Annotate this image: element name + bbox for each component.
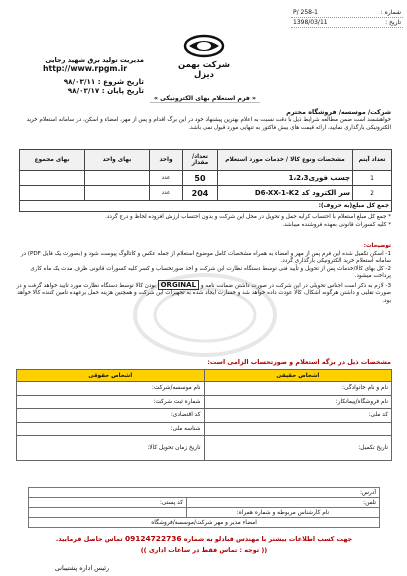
- header-unit: واحد: [150, 150, 183, 171]
- notes-section: [15, 243, 391, 305]
- header-legal-persons: اشخاص حقوقی: [17, 370, 205, 382]
- cell-quantity: 204: [183, 186, 218, 201]
- bullet-notes: [15, 214, 391, 229]
- cell-row-no: 2: [353, 186, 392, 201]
- contact-note: (( توجه : تماس فقط در ساعات اداری )): [140, 546, 268, 554]
- field-registration-number[interactable]: شماره ثبت شرکت:: [17, 395, 205, 409]
- table-row: [17, 422, 392, 436]
- field-empty: [29, 508, 187, 518]
- header-row-no: تعداد آیتم: [353, 150, 392, 171]
- notes-title: توضیحات:: [363, 243, 391, 249]
- note-3: [15, 281, 391, 306]
- contact-suffix: تماس حاصل فرمایید.: [55, 535, 123, 543]
- table-total-row: [20, 201, 392, 212]
- field-full-name[interactable]: نام و نام خانوادگی:: [204, 382, 392, 396]
- cell-description: چسب فوری1،2،3: [218, 171, 353, 186]
- cell-total-price-input[interactable]: [20, 171, 85, 186]
- table-row: [17, 436, 392, 461]
- field-empty: [204, 422, 392, 436]
- original-badge: ORGINAL: [158, 280, 199, 290]
- contact-prefix: جهت کسب اطلاعات بیشتر با مهندس قبادلو به شماره: [183, 535, 353, 543]
- contact-line: [16, 534, 392, 544]
- intro-section: [15, 108, 391, 132]
- cell-unit: عدد: [150, 171, 183, 186]
- field-national-id[interactable]: شناسه ملی:: [17, 422, 205, 436]
- table-row: [29, 508, 380, 518]
- ref-date-value: 1398/03/11: [293, 19, 328, 26]
- ref-number-label: شماره :: [380, 9, 401, 16]
- field-delivery-date[interactable]: تاریخ زمان تحویل کالا:: [17, 436, 205, 461]
- note-3-suffix: بودن کالا توسط دستگاه نظارت مورد تایید خواهد گرفت و در صورت تقلبی و داشتن هرگونه اشکال، کالا عودت داده خواهد شد و خسارت ایجاد شده به تجهیزات این شرکت و همچنین هزینه حمل برعهده تامین کننده کالا خواهد بود.: [16, 282, 391, 304]
- cell-unit-price-input[interactable]: [85, 171, 150, 186]
- table-row: [17, 395, 392, 409]
- field-company-name[interactable]: نام موسسه/شرکت:: [17, 382, 205, 396]
- ref-date-label: تاریخ :: [385, 19, 401, 26]
- field-national-code[interactable]: کد ملی:: [204, 409, 392, 423]
- field-signature[interactable]: امضاء مدیر و مهر شرکت/موسسه/فروشگاه: [29, 518, 380, 528]
- logo-company-name: شرکت بهمن دیزل: [178, 59, 230, 79]
- table-row: [29, 498, 380, 508]
- table-row: [17, 409, 392, 423]
- field-phone[interactable]: تلفن:: [186, 498, 379, 508]
- header-start-date: تاریخ شروع : ۹۸/۰۳/۱۱: [63, 77, 144, 86]
- note-2: 2- کل بهای کالا/خدمات پس از تحویل و تأیید فنی توسط دستگاه نظارت این شرکت و اخذ صورتحساب و کسر کلیه کسورات قانونی ظرف مدت یک ماه کاری پرداخت میشود.: [30, 265, 391, 280]
- header-company: مدیریت تولید برق شهید رجایی: [45, 56, 144, 64]
- supplier-table: [16, 369, 392, 461]
- footer-signature: رئیس اداره پشتیبانی: [54, 564, 110, 572]
- cell-description: سر الکترود کد D6-XX-1-K2: [218, 186, 353, 201]
- table-row: [17, 382, 392, 396]
- cell-total-price-input[interactable]: [20, 186, 85, 201]
- bahman-logo-icon: [183, 34, 225, 58]
- header-info: [26, 56, 144, 95]
- note-3-prefix: 3- لازم به ذکر است اجناس تحویلی در این شرکت در صورت داشتن ضمانت نامه و: [200, 282, 391, 289]
- intro-text: خواهشمند است ضمن مطالعه شرایط ذیل با دقت نسبت به اعلام بهترین پیشنهاد خود در این برگ اقدام و پس از مهر، امضاء و اسکن، در سامانه استعلام خرید الکترونیکی بارگذاری نمایید، ارائه قیمت های بیش فاکتور به تنهایی مورد قبول نمی باشد.: [26, 116, 391, 131]
- field-contact-person[interactable]: نام کارشناس مربوطه و شماره همراه:: [186, 508, 379, 518]
- total-amount-words[interactable]: جمع کل مبلغ(به حروف):: [20, 201, 392, 212]
- company-logo: [175, 34, 233, 79]
- bullet-note: * کلیه کسورات قانونی بعهده فروشنده میباشد.: [282, 221, 391, 228]
- table-row: [29, 488, 380, 498]
- address-table: [28, 487, 380, 528]
- table-row: [20, 186, 392, 201]
- cell-quantity: 50: [183, 171, 218, 186]
- items-table: [19, 149, 392, 212]
- field-address[interactable]: آدرس:: [29, 488, 380, 498]
- contact-phone[interactable]: 09124722736: [124, 534, 182, 543]
- field-completion-date[interactable]: تاریخ تکمیل:: [204, 436, 392, 461]
- field-economic-code[interactable]: کد اقتصادی:: [17, 409, 205, 423]
- bullet-note: * جمع کل مبلغ استعلام با احتساب کرایه حمل و تحویل در محل این شرکت و بدون احتساب ارزش افزوده لحاظ و درج گردد.: [105, 214, 391, 220]
- intro-greeting: شرکت/ موسسه/ فروشگاه محترم: [286, 108, 391, 116]
- header-end-date: تاریخ پایان : ۹۸/۰۳/۱۷: [67, 86, 144, 95]
- supplier-title: مشخصات ذیل در برگه استعلام و صورتحساب الزامی است:: [207, 358, 391, 366]
- ref-number-value: P/ 258-1: [293, 9, 318, 16]
- cell-row-no: 1: [353, 171, 392, 186]
- cell-unit: عدد: [150, 186, 183, 201]
- header-quantity: تعداد/ مقدار: [183, 150, 218, 171]
- table-row: [20, 171, 392, 186]
- header-natural-persons: اشخاص حقیقی: [204, 370, 392, 382]
- cell-unit-price-input[interactable]: [85, 186, 150, 201]
- field-store-name[interactable]: نام فروشگاه/پیمانکار:: [204, 395, 392, 409]
- form-title: « فرم استعلام بهای الکترونیکی »: [150, 95, 260, 103]
- table-row: [29, 518, 380, 528]
- header-unit-price: بهای واحد: [85, 150, 150, 171]
- header-description: مشخصات ونوع کالا / خدمات مورد استعلام: [218, 150, 353, 171]
- header-total-price: بهای مجموع: [20, 150, 85, 171]
- reference-box: [291, 8, 403, 28]
- note-1: 1- اسکن تکمیل شده این فرم پس از مهر و امضاء به همراه مشخصات کامل موضوع استعلام از جمله عکس و کاتالوگ پیوست شود و (بصورت یک فایل PDF) در سامانه استعلام خرید الکترونیکی بارگذاری گردد.: [20, 250, 391, 265]
- field-postal-code[interactable]: کد پستی:: [29, 498, 187, 508]
- header-website-link[interactable]: http://www.rpgm.ir: [42, 64, 128, 73]
